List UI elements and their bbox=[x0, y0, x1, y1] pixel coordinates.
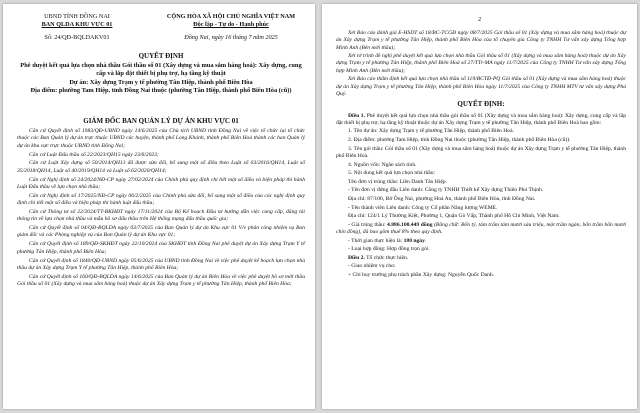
review-basis: Xét Báo cáo đánh giá E-HSDT số 18/BC-TCGĐ ngày 08/7/2025 Gói thầu số 01 (Xây dựng và mua sắm hàng hoá) thuộc dự án Xây dựng Trạm y tế phường Tân Hiệp, thành phố Biên Hòa của tổ chuyên gia Công ty TNHH Tư vấn xây dựng Tổng hợp Minh Anh (Bên mời thầu); bbox=[336, 30, 626, 51]
legal-basis: Căn cứ Luật Xây dựng số 50/2014/QH13 đã được sửa đổi, bổ sung một số điều theo Luật số 03/2016/QH14, Luật số 35/2018/QH14, Luật số 40/2019/QH14 và Luật số 62/2020/QH14; bbox=[17, 160, 305, 174]
national-motto: Độc lập - Tự do - Hạnh phúc bbox=[193, 21, 269, 29]
review-basis: Xét tờ trình đề nghị phê duyệt kết quả lựa chọn nhà thầu Gói thầu số 01 (Xây dựng và mua sắm hàng hoá) thuộc dự án Xây dựng Trạm y tế phường Tân Hiệp, thành phố Biên Hoà số 27/TTr-MA ngày 11/7/2025 của Công ty TNHH Tư vấn xây dựng Tổng hợp Minh Anh (Bên mời thầu); bbox=[336, 53, 626, 74]
article-1-label: Điều 1. bbox=[348, 112, 366, 119]
page-2-body bbox=[336, 30, 626, 281]
nation-name: CỘNG HÒA XÃ HỘI CHỦ NGHĨA VIỆT NAM bbox=[166, 13, 296, 20]
article-item: 2. Địa điểm: phường Tam Hiệp, tỉnh Đồng Nai thuộc (phường Tân Hiệp, thành phố Biên Hòa (cũ)). bbox=[348, 137, 571, 144]
price-prefix: - Giá trúng thầu: bbox=[348, 221, 388, 228]
legal-basis: Căn cứ Nghị định số 17/2025/NĐ-CP ngày 06/2/2025 của Chính phủ sửa đổi, bổ sung một số điều của các nghị định quy định chi tiết một số điều và biện pháp thi hành luật đấu thầu; bbox=[17, 192, 305, 207]
article-1-text: Phê duyệt kết quả lựa chọn nhà thầu gói thầu số 01 (Xây dựng và mua sắm hàng hoá): Xây dựng, cung cấp và lắp đặt thiết bị phụ trợ, hạ tầng kỹ thuật thuộc dự án Xây dựng Trạm y tế phường Tân Hiệp, thành phố Biên Hoà bao gồm: bbox=[336, 112, 627, 126]
unit-name: BAN QLDA KHU VỰC 01 bbox=[41, 21, 113, 29]
legal-basis: Căn cứ Quyết định số 04/QĐ-BQLDA ngày 03/7/2025 của Ban Quản lý dự án Khu vực 01 V/v phân công nhiệm vụ Ban giám đốc và các Phòng nghiệp vụ của Ban Quản lý dự án Khu vực 01; bbox=[17, 225, 305, 239]
legal-basis: Căn cứ Quyết định số 160/QĐ-BQLDA ngày 14/6/2025 của Ban Quản lý dự án Biên Hòa về việc phê duyệt hồ sơ mời thầu Gói thầu số 01 (Xây dựng và mua sắm hàng hoá) thuộc dự án Xây dựng Trạm y tế phường Tân Hiệp, thành phố Biên Hòa; bbox=[17, 273, 305, 288]
decision-title-block bbox=[17, 52, 305, 96]
article-2-text: Tổ chức thực hiện. bbox=[366, 254, 409, 261]
document-number: Số: 24/QĐ-BQLDAKV01 bbox=[44, 33, 110, 41]
duration-value: 180 ngày bbox=[403, 237, 425, 244]
legal-basis: Căn cứ Quyết định số 1983/QĐ-UBND ngày 14/6/2025 của Chủ tịch UBND tỉnh Đồng Nai về việc tổ chức lại tổ chức thuộc các Ban Quản lý dự án trực thuộc UBND các huyện, thành phố Long Khánh, thành phố Biên Hoà thành các ban Quản lý dự án khu vực trực thuộc UBND tỉnh Đồng Nai; bbox=[17, 128, 305, 149]
legal-basis: Căn cứ Luật Đấu thầu số 22/2023/QH15 ngày 23/6/2023; bbox=[29, 151, 159, 158]
review-basis: Xét Báo cáo thẩm định kết quả lựa chọn nhà thầu số 119/BCTĐ-PQ Gói thầu số 01 (Xây dựng và mua sắm hàng hoá) thuộc dự án Xây dựng Trạm y tế phường Tân Hiệp, thành phố Biên Hòa ngày 11/7/2025 của Công ty TNHH MTV tư vấn xây dựng Phú Quý. bbox=[336, 76, 626, 97]
document-page-1 bbox=[3, 4, 315, 409]
responsible-person: + Chỉ huy trưởng phụ trách phần Xây dựng: Nguyễn Quốc Danh. bbox=[348, 271, 495, 278]
price-value: 4.886.100.449 đồng bbox=[387, 221, 433, 228]
page-number: 2 bbox=[477, 16, 482, 23]
director-heading: GIÁM ĐỐC BAN QUẢN LÝ DỰ ÁN KHU VỰC 01 bbox=[83, 117, 239, 125]
article-item: Địa chỉ: 87/106, Bờ Ông Nai, phường Hoá An, thành phố Biên Hòa, tỉnh Đồng Nai. bbox=[348, 195, 536, 202]
decision-subject: Phê duyệt kết quả lựa chọn nhà thầu Gói thầu số 01 (Xây dựng và mua sắm hàng hoá): Xây dựng, cung cấp và lắp đặt thiết bị phụ trợ, hạ tầng kỹ thuật bbox=[20, 61, 302, 78]
legal-basis: Căn cứ Quyết định số 189/QĐ-SKHĐT ngày 22/10/2024 của SKHĐT tỉnh Đồng Nai phê duyệt dự án Xây dựng Trạm Y tế phường Tân Hiệp, thành phố Biên Hòa; bbox=[17, 241, 305, 255]
winning-price bbox=[336, 222, 626, 237]
article-item: 4. Nguồn vốn: Ngân sách tỉnh. bbox=[348, 161, 417, 168]
article-item: - Tên thành viên Liên danh: Công ty Cổ phần Năng lượng WEME. bbox=[348, 204, 498, 211]
article-item: - Tên đơn vị đứng đầu Liên danh: Công ty TNHH Thiết kế Xây dựng Thiên Phú Thịnh. bbox=[348, 187, 544, 194]
document-page-2 bbox=[322, 4, 637, 409]
article-item: Tên đơn vị trúng thầu: Liên Danh Tân Hiệp. bbox=[348, 178, 448, 185]
decision-location: Địa điểm: phường Tam Hiệp, tỉnh Đồng Nai thuộc (phường Tân Hiệp, thành phố Biên Hòa (cũ)) bbox=[30, 87, 292, 95]
article-item: 1. Tên dự án: Xây dựng Trạm y tế phường Tân Hiệp, thành phố Biên Hoà. bbox=[348, 128, 514, 135]
legal-bases bbox=[17, 128, 305, 290]
price-words: (Bằng chữ: Bốn tỷ, tám trăm tám mươi sáu triệu, một trăm ngàn, bốn trăm bốn mươi chín đồng), đã bao gồm thuế 8% theo quy định. bbox=[336, 221, 626, 235]
decision-project: Dự án: Xây dựng Trạm y tế phường Tân Hiệp, thành phố Biên Hòa bbox=[69, 78, 253, 86]
article-1 bbox=[336, 113, 626, 128]
agency-header bbox=[17, 13, 137, 42]
task-assignment: - Giao nhiệm vụ cho: bbox=[348, 263, 396, 270]
decision-heading: QUYẾT ĐỊNH: bbox=[457, 100, 505, 109]
duration-prefix: - Thời gian thực hiện là: bbox=[348, 237, 404, 244]
article-2-label: Điều 2. bbox=[348, 254, 365, 261]
legal-basis: Căn cứ Thông tư số 22/2024/TT-BKHĐT ngày 17/11/2024 của Bộ Kế hoạch Đầu tư hướng dẫn việc cung cấp, đăng tải thông tin về lựa chọn nhà thầu và mẫu hồ sơ đấu thầu trên Hệ thống mạng đấu thầu quốc gia; bbox=[17, 208, 305, 223]
agency-name: UBND TỈNH ĐỒNG NAI bbox=[44, 13, 110, 20]
document-date: Đồng Nai, ngày 16 tháng 7 năm 2025 bbox=[184, 33, 278, 41]
document-title: QUYẾT ĐỊNH bbox=[138, 52, 184, 60]
article-item: 5. Nội dung kết quả lựa chọn nhà thầu: bbox=[348, 170, 436, 177]
article-2 bbox=[336, 255, 626, 262]
contract-type: - Loại hợp đồng: Hợp đồng trọn gói. bbox=[348, 246, 430, 253]
national-header bbox=[151, 13, 311, 42]
legal-basis: Căn cứ Nghị định số 24/2024/NĐ-CP ngày 27/02/2024 của Chính phủ quy định chi tiết một số điều và biện pháp thi hành Luật Đấu thầu về lựa chọn nhà thầu; bbox=[17, 176, 305, 190]
duration: - Thời gian thực hiện là: 180 ngày. bbox=[348, 237, 427, 244]
article-item: 3. Tên gói thầu: Gói thầu số 01 (Xây dựng và mua sắm hàng hoá) thuộc dự án Xây dựng Trạm y tế phường Tân Hiệp, thành phố Biên Hoà. bbox=[336, 145, 626, 159]
article-item: Địa chỉ: 124/1 Lý Thường Kiệt, Phường 1, Quận Gò Vấp, Thành phố Hồ Chí Minh, Việt Nam. bbox=[348, 213, 560, 220]
legal-basis: Căn cứ Quyết định số 1840/QĐ-UBND ngày 05/6/2025 của UBND tỉnh Đồng Nai về việc phê duyệt kế hoạch lựa chọn nhà thầu dự án Xây dựng Trạm Y tế phường Tân Hiệp, thành phố Biên Hòa; bbox=[17, 257, 305, 271]
